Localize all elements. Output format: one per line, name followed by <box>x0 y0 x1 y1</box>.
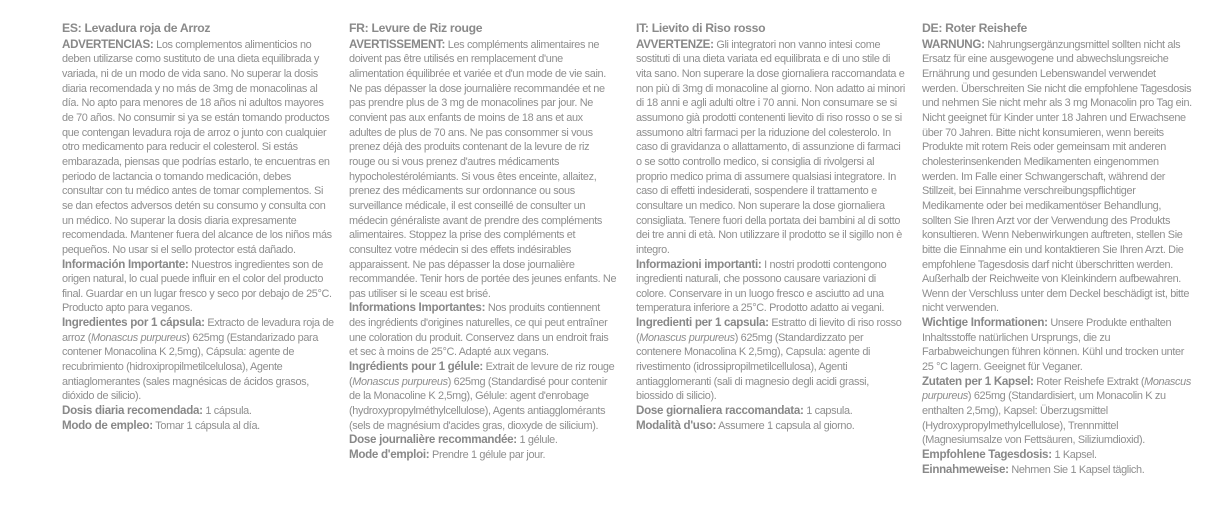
column-es <box>62 21 334 433</box>
section-text: Extrait de levure de riz rouge ( <box>349 361 615 388</box>
section-text: 1 cápsula. <box>202 405 252 418</box>
ingredients-section <box>636 316 906 404</box>
latin-name: Monascus purpureus <box>922 375 1191 403</box>
info-section <box>636 258 906 317</box>
info-section <box>62 258 334 317</box>
section-heading: Wichtige Informationen: <box>922 316 1048 330</box>
section-heading: Empfohlene Tagesdosis: <box>922 448 1052 462</box>
section-heading: Ingrédients pour 1 gélule: <box>349 360 483 374</box>
section-heading: ADVERTENCIAS: <box>62 37 154 51</box>
latin-name: Monascus purpureus <box>639 331 735 344</box>
section-text: Assumere 1 capsula al giorno. <box>716 419 855 432</box>
use-section <box>62 419 334 434</box>
section-heading: Einnahmeweise: <box>922 462 1009 476</box>
ingredients-section <box>62 316 334 404</box>
dose-section <box>349 433 617 448</box>
column-title: ES: Levadura roja de Arroz <box>62 21 211 35</box>
section-heading: WARNUNG: <box>922 37 985 51</box>
section-heading: Dose journalière recommandée: <box>349 433 517 447</box>
warning-section <box>349 38 617 302</box>
section-heading: Mode d'emploi: <box>349 448 430 462</box>
use-section <box>636 419 906 434</box>
section-text: ) 625mg (Standardisiert, um Monacolin K zu enthalten 2,5mg), Kapsel: Überzugsmittel (Hydroxypropylmethylcellulose), Trennmittel (Magnesiumsalze von Fettsäuren, Siliziumdioxid). <box>922 390 1166 447</box>
section-text: Extracto de levadura roja de arroz ( <box>62 317 334 344</box>
section-heading: Modo de empleo: <box>62 418 153 432</box>
section-text: Les compléments alimentaires ne doivent pas être utilisés en remplacement d'une alimentation équilibrée et variée et d'un mode de vie sain. Ne pas dépasser la dose journalière recommandée et ne pas prendre plus de 3 mg de monacolines par jour. Ne convient pas aux enfants de moins de 18 ans et aux adultes de plus de 70 ans. Ne pas consommer si vous prenez déjà des produits contenant de la levure de riz rouge ou si vous prenez d'autres médicaments hypocholestérolémiants. Si vous êtes enceinte, allaitez, prenez des médicaments sur ordonnance ou sous surveillance médicale, il est conseillé de consulter un médecin généraliste avant de prendre des compléments alimentaires. Stoppez la prise des compléments et consultez votre médecin si des effets indésirables apparaissent. Ne pas dépasser la dose journalière recommandée. Tenir hors de portée des jeunes enfants. Ne pas utiliser si le sceau est brisé. <box>349 38 617 300</box>
section-heading: Dose giornaliera raccomandata: <box>636 404 804 418</box>
section-heading: Informazioni importanti: <box>636 257 762 271</box>
section-heading: AVVERTENZE: <box>636 37 714 51</box>
warning-section <box>922 38 1192 316</box>
section-heading: Modalità d'uso: <box>636 418 717 432</box>
section-heading: Zutaten per 1 Kapsel: <box>922 374 1034 388</box>
use-section <box>349 448 617 463</box>
info-section <box>922 316 1192 375</box>
latin-name: Monascus purpureus <box>352 375 448 388</box>
dose-section <box>62 404 334 419</box>
dose-section <box>636 404 906 419</box>
section-text: Nuestros ingredientes son de origen natural, lo cual puede influir en el color del producto final. Guardar en un lugar fresco y seco por debajo de 25°C. Producto apto para veganos. <box>62 258 332 315</box>
column-fr <box>349 21 617 463</box>
column-title: IT: Lievito di Riso rosso <box>636 21 766 35</box>
section-text: 1 gélule. <box>516 434 558 447</box>
section-text: 1 Kapsel. <box>1051 449 1097 462</box>
section-text: Los complementos alimenticios no deben utilizarse como sustituto de una dieta equilibrada y variada, ni de un modo de vida sano. No superar la dosis diaria recomendada y no más de 3mg de monacolinas al día. No apto para menores de 18 años ni adultos mayores de 70 años. No consumir si ya se están tomando productos que contengan levadura roja de arroz o junto con cualquier otro medicamento para reducir el colesterol. Si estás embarazada, piensas que podrías estarlo, te encuentras en periodo de lactancia o tomando medicación, debes consultar con tu médico antes de tomar complementos. Si se dan efectos adversos detén su consumo y consulta con un médico. No superar la dosis diaria expresamente recomendada. Mantener fuera del alcance de los niños más pequeños. No usar si el sello protector está dañado. <box>62 38 332 256</box>
section-text: Estratto di lievito di riso rosso ( <box>636 317 902 344</box>
ingredients-section <box>922 375 1192 448</box>
column-de <box>922 21 1192 477</box>
column-title: DE: Roter Reishefe <box>922 21 1027 35</box>
section-heading: Ingredientes por 1 cápsula: <box>62 316 205 330</box>
section-heading: Ingredienti per 1 capsula: <box>636 316 769 330</box>
latin-name: Monascus purpureus <box>91 331 187 344</box>
section-text: Roter Reishefe Extrakt ( <box>1033 375 1145 388</box>
section-text: Gli integratori non vanno intesi come sostituti di una dieta variata ed equilibrata e di uno stile di vita sano. Non superare la dose giornaliera raccomandata e non più di 3mg di monacoline al giorno. Non adatto ai minori di 18 anni e agli adulti oltre i 70 anni. Non consumare se si assumono già prodotti contenenti lievito di riso rosso o se si assumono altri farmaci per la riduzione del colesterolo. In caso di gravidanza o allattamento, di assunzione di farmaci o se sotto controllo medico, si consiglia di rivolgersi al proprio medico prima di assumere qualsiasi integratore. In caso di effetti indesiderati, sospendere il trattamento e consultare un medico. Non superare la dose giornaliera consigliata. Tenere fuori della portata dei bambini al di sotto dei tre anni di età. Non utilizzare il prodotto se il sigillo non è integro. <box>636 38 905 256</box>
section-text: ) 625mg (Estandarizado para contener Monacolina K 2,5mg), Cápsula: agente de recubrimiento (hidroxipropilmetilcelulosa), Agente antiaglomerantes (sales magnésicas de ácidos grasos, dióxido de silicio). <box>62 331 319 403</box>
section-text: Nehmen Sie 1 Kapsel täglich. <box>1008 463 1145 476</box>
section-text: ) 625mg (Standardizzato per contenere Monacolina K 2,5mg), Capsula: agente di rivestimento (idrossipropilmetilcellulosa), Agenti antiagglomeranti (sali di magnesio degli acidi grassi, biossido di silicio). <box>636 331 871 403</box>
section-heading: AVERTISSEMENT: <box>349 37 446 51</box>
warning-section <box>636 38 906 258</box>
section-text: 1 capsula. <box>803 405 853 418</box>
column-title: FR: Levure de Riz rouge <box>349 21 483 35</box>
section-text: ) 625mg (Standardisé pour contenir de la Monacoline K 2,5mg), Gélule: agent d'enrobage (hydroxypropylméthylcellulose), Agents antiagglomérants (sels de magnésium d'acides gras, dioxyde de silicium). <box>349 375 608 432</box>
ingredients-section <box>349 360 617 433</box>
section-heading: Dosis diaria recomendada: <box>62 404 203 418</box>
info-section <box>349 301 617 360</box>
section-text: Unsere Produkte enthalten Inhaltsstoffe natürlichen Ursprungs, die zu Farbabweichungen führen können. Kühl und trocken unter 25 °C lagern. Geeignet für Veganer. <box>922 317 1185 374</box>
dose-section <box>922 448 1192 463</box>
section-text: Nos produits contiennent des ingrédients d'origines naturelles, ce qui peut entraîner une coloration du produit. Conservez dans un endroit frais et sec à moins de 25°C. Adapté aux vegans. <box>349 302 609 359</box>
section-text: Prendre 1 gélule par jour. <box>429 449 546 462</box>
warning-section <box>62 38 334 258</box>
section-text: Nahrungsergänzungsmittel sollten nicht als Ersatz für eine ausgewogene und abwechslungsreiche Ernährung und gesunden Lebenswandel verwendet werden. Überschreiten Sie nicht die empfohlene Tagesdosis und nehmen Sie nicht mehr als 3 mg Monacolin pro Tag ein. Nicht geeignet für Kinder unter 18 Jahren und Erwachsene über 70 Jahren. Bitte nicht konsumieren, wenn bereits Produkte mit rotem Reis oder gemeinsam mit anderen cholesterinsenkenden Medikamenten eingenommen werden. Im Falle einer Schwangerschaft, während der Stillzeit, bei Einnahme verschreibungspflichtiger Medikamente oder bei medikamentöser Behandlung, sollten Sie Ihren Arzt vor der Verwendung des Produkts konsultieren. Wenn Nebenwirkungen auftreten, stellen Sie bitte die Einnahme ein und kontaktieren Sie Ihren Arzt. Die empfohlene Tagesdosis darf nicht überschritten werden. Außerhalb der Reichweite von Kleinkindern aufbewahren. Wenn der Verschluss unter dem Deckel beschädigt ist, bitte nicht verwenden. <box>922 38 1192 315</box>
section-heading: Informations Importantes: <box>349 301 486 315</box>
section-text: Tomar 1 cápsula al día. <box>152 419 260 432</box>
section-text: I nostri prodotti contengono ingredienti naturali, che possono causare variazioni di colore. Conservare in un luogo fresco e asciutto ad una temperatura inferiore a 25°C. Prodotto adatto ai vegani. <box>636 258 887 315</box>
section-heading: Información Importante: <box>62 257 189 271</box>
column-it <box>636 21 906 433</box>
use-section <box>922 463 1192 478</box>
